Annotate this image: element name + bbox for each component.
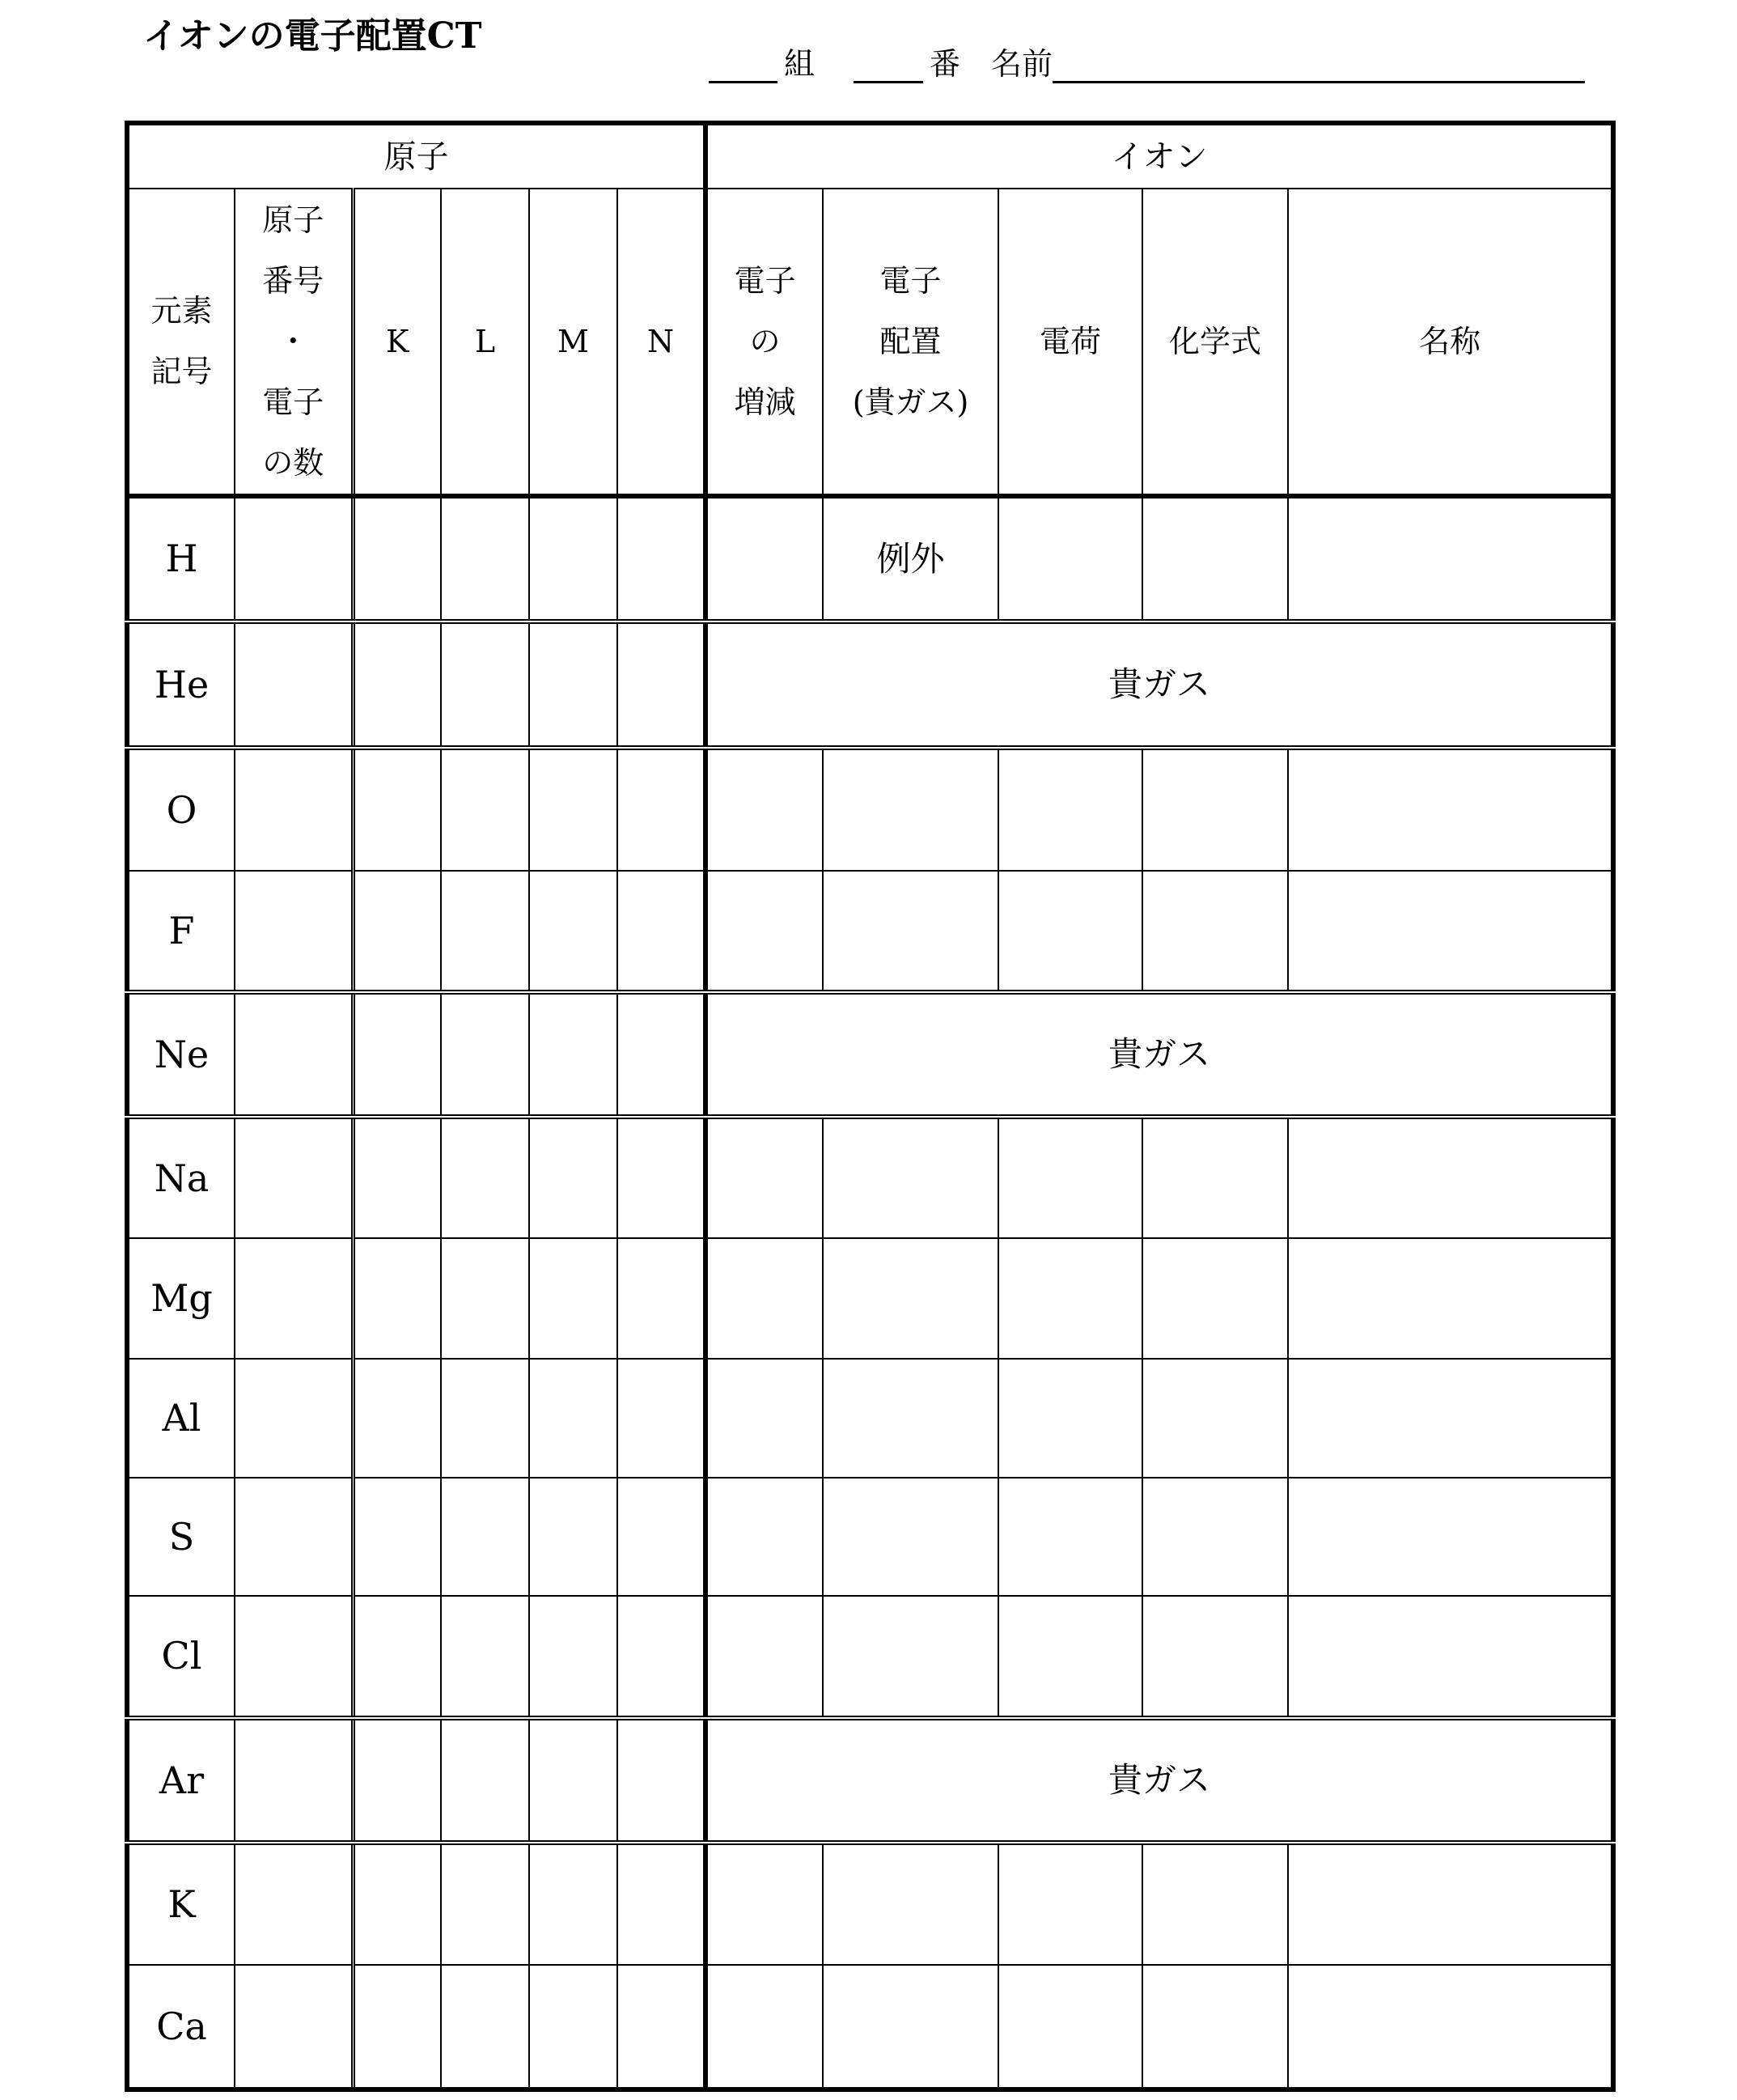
shell-l-cell[interactable] <box>441 748 529 871</box>
shell-m-cell[interactable] <box>529 748 617 871</box>
element-symbol: Mg <box>127 1238 235 1359</box>
electron-change-cell[interactable] <box>705 748 823 871</box>
name-line <box>709 39 1585 83</box>
shell-n-cell[interactable] <box>617 496 705 622</box>
element-row <box>127 1117 1613 1238</box>
shell-k-cell[interactable] <box>353 1478 441 1596</box>
shell-n-cell[interactable] <box>617 1478 705 1596</box>
charge-cell[interactable] <box>998 1596 1142 1718</box>
noble-gas-note: 貴ガス <box>705 992 1613 1117</box>
exception-note: 例外 <box>823 496 998 622</box>
atomic-number-header-line: 原子 <box>262 202 324 238</box>
worksheet-title: イオンの電子配置CT <box>143 15 482 57</box>
ion-name-cell[interactable] <box>1288 1596 1613 1718</box>
shell-m-cell[interactable] <box>529 1596 617 1718</box>
shell-n-cell[interactable] <box>617 1359 705 1478</box>
atomic-number-header-line: ・ <box>277 323 309 359</box>
shell-m-cell[interactable] <box>529 1718 617 1843</box>
shell-m-cell[interactable] <box>529 1843 617 1965</box>
electron-change-header <box>705 189 823 496</box>
shell-n-cell[interactable] <box>617 871 705 992</box>
ion-name-cell[interactable] <box>1288 1965 1613 2089</box>
electron-config-cell[interactable] <box>823 1117 998 1238</box>
shell-n-cell[interactable] <box>617 1238 705 1359</box>
shell-l-cell[interactable] <box>441 1965 529 2089</box>
ion-name-cell[interactable] <box>1288 1117 1613 1238</box>
electron-config-header-line: (貴ガス) <box>852 384 969 420</box>
atomic-number-header-line: 電子 <box>262 384 324 420</box>
shell-header-L: L <box>441 189 529 496</box>
noble-gas-note: 貴ガス <box>705 1718 1613 1843</box>
formula-cell[interactable] <box>1142 496 1288 622</box>
electron-config-cell[interactable] <box>823 871 998 992</box>
shell-k-cell[interactable] <box>353 1718 441 1843</box>
charge-cell[interactable] <box>998 1965 1142 2089</box>
ion-name-cell[interactable] <box>1288 1238 1613 1359</box>
electron-config-cell[interactable] <box>823 1965 998 2089</box>
electron-change-header-line: 増減 <box>734 384 796 420</box>
shell-k-cell[interactable] <box>353 1117 441 1238</box>
name-field[interactable] <box>1053 45 1585 83</box>
class-field[interactable] <box>709 45 777 83</box>
electron-config-cell[interactable] <box>823 1478 998 1596</box>
shell-m-cell[interactable] <box>529 622 617 748</box>
formula-cell[interactable] <box>1142 1359 1288 1478</box>
electron-change-cell[interactable] <box>705 1117 823 1238</box>
shell-l-cell[interactable] <box>441 1478 529 1596</box>
atomic-number-cell[interactable] <box>235 1238 353 1359</box>
ion-name-header: 名称 <box>1288 189 1613 496</box>
element-row <box>127 1478 1613 1596</box>
shell-n-cell[interactable] <box>617 1718 705 1843</box>
shell-l-cell[interactable] <box>441 622 529 748</box>
symbol-header-line: 元素 <box>150 293 213 329</box>
symbol-header <box>127 189 235 496</box>
element-row <box>127 622 1613 748</box>
formula-cell[interactable] <box>1142 748 1288 871</box>
shell-l-cell[interactable] <box>441 1843 529 1965</box>
electron-change-cell[interactable] <box>705 496 823 622</box>
element-symbol: H <box>127 496 235 622</box>
atomic-number-cell[interactable] <box>235 1359 353 1478</box>
atomic-number-cell[interactable] <box>235 1117 353 1238</box>
noble-gas-note: 貴ガス <box>705 622 1613 748</box>
element-symbol: He <box>127 622 235 748</box>
shell-k-cell[interactable] <box>353 622 441 748</box>
atomic-number-cell[interactable] <box>235 496 353 622</box>
shell-m-cell[interactable] <box>529 1965 617 2089</box>
ion-name-cell[interactable] <box>1288 1359 1613 1478</box>
charge-cell[interactable] <box>998 1238 1142 1359</box>
element-row <box>127 1843 1613 1965</box>
ion-name-cell[interactable] <box>1288 748 1613 871</box>
shell-m-cell[interactable] <box>529 871 617 992</box>
atomic-number-header-line: の数 <box>262 444 324 481</box>
shell-k-cell[interactable] <box>353 496 441 622</box>
formula-cell[interactable] <box>1142 1117 1288 1238</box>
charge-cell[interactable] <box>998 1359 1142 1478</box>
element-row <box>127 1238 1613 1359</box>
shell-l-cell[interactable] <box>441 992 529 1117</box>
shell-n-cell[interactable] <box>617 622 705 748</box>
atomic-number-cell[interactable] <box>235 1478 353 1596</box>
shell-k-cell[interactable] <box>353 871 441 992</box>
shell-l-cell[interactable] <box>441 1238 529 1359</box>
shell-k-cell[interactable] <box>353 1596 441 1718</box>
electron-change-cell[interactable] <box>705 1359 823 1478</box>
shell-k-cell[interactable] <box>353 1238 441 1359</box>
symbol-header-line: 記号 <box>150 354 213 389</box>
electron-change-cell[interactable] <box>705 1238 823 1359</box>
electron-config-cell[interactable] <box>823 1359 998 1478</box>
electron-change-cell[interactable] <box>705 1965 823 2089</box>
charge-cell[interactable] <box>998 1843 1142 1965</box>
name-label: 名前 <box>991 46 1053 82</box>
formula-cell[interactable] <box>1142 1238 1288 1359</box>
atomic-number-header-line: 番号 <box>262 262 324 299</box>
formula-cell[interactable] <box>1142 1596 1288 1718</box>
shell-m-cell[interactable] <box>529 1238 617 1359</box>
shell-k-cell[interactable] <box>353 1965 441 2089</box>
formula-cell[interactable] <box>1142 1478 1288 1596</box>
shell-l-cell[interactable] <box>441 871 529 992</box>
number-field[interactable] <box>854 45 923 83</box>
electron-change-header-line: の <box>749 323 781 359</box>
number-label: 番 <box>930 46 961 82</box>
atomic-number-cell[interactable] <box>235 748 353 871</box>
formula-cell[interactable] <box>1142 1965 1288 2089</box>
charge-cell[interactable] <box>998 496 1142 622</box>
atomic-number-cell[interactable] <box>235 1718 353 1843</box>
electron-config-header-line: 配置 <box>879 323 942 359</box>
shell-m-cell[interactable] <box>529 1478 617 1596</box>
element-row <box>127 871 1613 992</box>
shell-n-cell[interactable] <box>617 748 705 871</box>
atomic-number-cell[interactable] <box>235 992 353 1117</box>
ion-name-cell[interactable] <box>1288 1843 1613 1965</box>
atomic-number-cell[interactable] <box>235 622 353 748</box>
ion-name-cell[interactable] <box>1288 496 1613 622</box>
element-row <box>127 1359 1613 1478</box>
electron-config-header <box>823 189 998 496</box>
shell-n-cell[interactable] <box>617 1965 705 2089</box>
atomic-number-cell[interactable] <box>235 1965 353 2089</box>
element-symbol: F <box>127 871 235 992</box>
ion-name-cell[interactable] <box>1288 1478 1613 1596</box>
charge-cell[interactable] <box>998 1117 1142 1238</box>
class-label: 組 <box>784 46 816 82</box>
shell-n-cell[interactable] <box>617 992 705 1117</box>
element-row <box>127 992 1613 1117</box>
shell-k-cell[interactable] <box>353 1843 441 1965</box>
element-row <box>127 748 1613 871</box>
ion-configuration-table <box>125 121 1616 2092</box>
element-symbol: Ne <box>127 992 235 1117</box>
shell-l-cell[interactable] <box>441 1359 529 1478</box>
shell-l-cell[interactable] <box>441 1596 529 1718</box>
shell-header-K: K <box>353 189 441 496</box>
atomic-number-cell[interactable] <box>235 871 353 992</box>
electron-change-cell[interactable] <box>705 1596 823 1718</box>
element-row <box>127 496 1613 622</box>
shell-l-cell[interactable] <box>441 1117 529 1238</box>
shell-k-cell[interactable] <box>353 992 441 1117</box>
charge-cell[interactable] <box>998 1478 1142 1596</box>
shell-k-cell[interactable] <box>353 1359 441 1478</box>
shell-m-cell[interactable] <box>529 992 617 1117</box>
electron-config-cell[interactable] <box>823 1238 998 1359</box>
formula-cell[interactable] <box>1142 1843 1288 1965</box>
shell-l-cell[interactable] <box>441 1718 529 1843</box>
charge-cell[interactable] <box>998 748 1142 871</box>
electron-change-cell[interactable] <box>705 871 823 992</box>
atom-header: 原子 <box>127 123 705 189</box>
shell-k-cell[interactable] <box>353 748 441 871</box>
shell-n-cell[interactable] <box>617 1117 705 1238</box>
electron-change-cell[interactable] <box>705 1478 823 1596</box>
formula-header: 化学式 <box>1142 189 1288 496</box>
atomic-number-cell[interactable] <box>235 1843 353 1965</box>
element-symbol: Na <box>127 1117 235 1238</box>
element-row <box>127 1596 1613 1718</box>
charge-header: 電荷 <box>998 189 1142 496</box>
shell-header-N: N <box>617 189 705 496</box>
electron-config-cell[interactable] <box>823 1596 998 1718</box>
element-symbol: K <box>127 1843 235 1965</box>
element-symbol: Cl <box>127 1596 235 1718</box>
formula-cell[interactable] <box>1142 871 1288 992</box>
element-symbol: O <box>127 748 235 871</box>
electron-change-header-line: 電子 <box>734 262 796 299</box>
electron-config-cell[interactable] <box>823 1843 998 1965</box>
element-row <box>127 1965 1613 2089</box>
atomic-number-header <box>235 189 353 496</box>
element-symbol: Ar <box>127 1718 235 1843</box>
shell-m-cell[interactable] <box>529 496 617 622</box>
atomic-number-cell[interactable] <box>235 1596 353 1718</box>
shell-n-cell[interactable] <box>617 1843 705 1965</box>
shell-m-cell[interactable] <box>529 1359 617 1478</box>
element-row <box>127 1718 1613 1843</box>
element-symbol: Ca <box>127 1965 235 2089</box>
electron-change-cell[interactable] <box>705 1843 823 1965</box>
shell-header-M: M <box>529 189 617 496</box>
charge-cell[interactable] <box>998 871 1142 992</box>
element-symbol: Al <box>127 1359 235 1478</box>
shell-n-cell[interactable] <box>617 1596 705 1718</box>
shell-m-cell[interactable] <box>529 1117 617 1238</box>
electron-config-cell[interactable] <box>823 748 998 871</box>
electron-config-header-line: 電子 <box>879 262 942 299</box>
element-symbol: S <box>127 1478 235 1596</box>
shell-l-cell[interactable] <box>441 496 529 622</box>
ion-header: イオン <box>705 123 1613 189</box>
ion-name-cell[interactable] <box>1288 871 1613 992</box>
